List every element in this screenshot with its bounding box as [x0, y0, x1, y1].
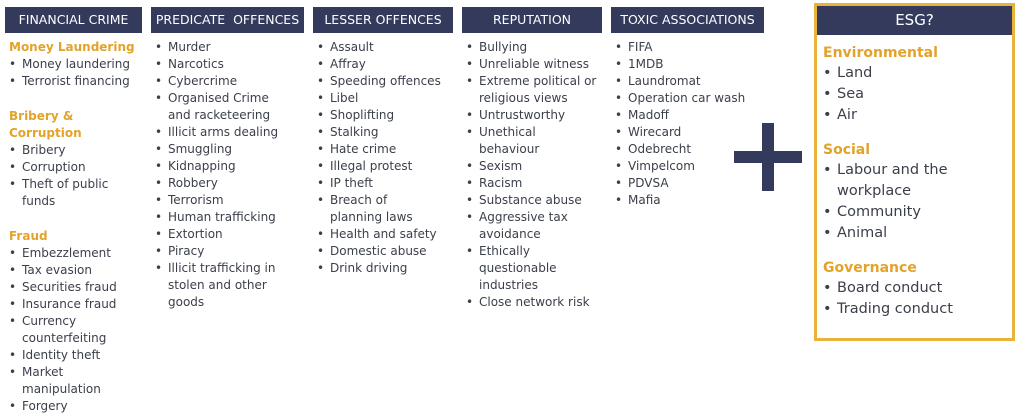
- item-list: [611, 39, 764, 209]
- column-body: [462, 33, 602, 311]
- list-item: • Breach of planning laws: [313, 192, 431, 226]
- esg-item-list: [817, 278, 1012, 320]
- list-item: • Racism: [462, 175, 602, 192]
- list-item: • Stalking: [313, 124, 453, 141]
- column-header: REPUTATION: [462, 7, 602, 33]
- list-item: • Health and safety: [313, 226, 453, 243]
- list-item: • Narcotics: [151, 56, 304, 73]
- column-header: TOXIC ASSOCIATIONS: [611, 7, 764, 33]
- list-item: • Bribery: [5, 142, 142, 159]
- group-money-laundering: [5, 39, 142, 90]
- list-item: • 1MDB: [611, 56, 764, 73]
- column-body: [151, 33, 304, 311]
- esg-body: [817, 35, 1012, 320]
- group-title: Bribery & Corruption: [9, 109, 82, 140]
- list-item: • Unethical behaviour: [462, 124, 554, 158]
- esg-header: ESG?: [817, 6, 1012, 35]
- list-item: • Forgery: [5, 398, 142, 415]
- column-body: [5, 33, 142, 415]
- esg-list-item: • Board conduct: [817, 278, 1012, 299]
- list-item: • Mafia: [611, 192, 764, 209]
- list-item: • Affray: [313, 56, 453, 73]
- list-item: • Close network risk: [462, 294, 602, 311]
- list-item: • Securities fraud: [5, 279, 142, 296]
- esg-box: [814, 3, 1015, 341]
- column-financial-crime: [5, 7, 142, 419]
- list-item: • Wirecard: [611, 124, 764, 141]
- esg-list-item: • Sea: [817, 84, 1012, 105]
- list-item: • Currency counterfeiting: [5, 313, 123, 347]
- group-fraud: [5, 228, 142, 415]
- list-item: • Insurance fraud: [5, 296, 142, 313]
- column-reputation: [462, 7, 602, 311]
- esg-item-list: [817, 160, 1012, 244]
- esg-group-title: Environmental: [823, 45, 938, 61]
- list-item: • Substance abuse: [462, 192, 602, 209]
- item-list: [313, 39, 453, 277]
- list-item: • Embezzlement: [5, 245, 142, 262]
- list-item: • Extreme political or religious views: [462, 73, 602, 107]
- esg-group-environmental: [817, 43, 1012, 126]
- esg-list-item: • Trading conduct: [817, 299, 1012, 320]
- list-item: • Illegal protest: [313, 158, 453, 175]
- plus-icon-horizontal-bar: [734, 151, 802, 163]
- list-item: • Madoff: [611, 107, 764, 124]
- list-item: • Market manipulation: [5, 364, 115, 398]
- list-item: • Domestic abuse: [313, 243, 453, 260]
- list-item: • Smuggling: [151, 141, 304, 158]
- list-item: • Sexism: [462, 158, 602, 175]
- item-list: [462, 39, 602, 311]
- list-item: • Assault: [313, 39, 453, 56]
- list-item: • Corruption: [5, 159, 142, 176]
- column-header: FINANCIAL CRIME: [5, 7, 142, 33]
- list-item: • Piracy: [151, 243, 304, 260]
- list-item: • Operation car wash: [611, 90, 764, 107]
- list-item: • IP theft: [313, 175, 453, 192]
- list-item: • Robbery: [151, 175, 304, 192]
- item-list: [5, 56, 142, 90]
- group-bribery-corruption: [5, 108, 142, 210]
- list-item: • Untrustworthy: [462, 107, 602, 124]
- esg-list-item: • Air: [817, 105, 1012, 126]
- column-header: PREDICATE OFFENCES: [151, 7, 304, 33]
- list-item: • Drink driving: [313, 260, 453, 277]
- esg-list-item: • Labour and the workplace: [817, 160, 987, 202]
- esg-group-title: Governance: [823, 260, 917, 276]
- esg-group-title: Social: [823, 142, 871, 158]
- item-list: [5, 245, 142, 415]
- list-item: • Vimpelcom: [611, 158, 764, 175]
- column-header: LESSER OFFENCES: [313, 7, 453, 33]
- column-body: [611, 33, 764, 209]
- column-lesser-offences: [313, 7, 453, 277]
- group-title: Money Laundering: [9, 40, 135, 54]
- esg-list-item: • Community: [817, 202, 1012, 223]
- list-item: • Cybercrime: [151, 73, 304, 90]
- list-item: • Odebrecht: [611, 141, 764, 158]
- list-item: • Illicit trafficking in stolen and other goods: [151, 260, 283, 311]
- list-item: • Aggressive tax avoidance: [462, 209, 572, 243]
- list-item: • Unreliable witness: [462, 56, 602, 73]
- list-item: • Identity theft: [5, 347, 142, 364]
- esg-group-governance: [817, 258, 1012, 320]
- list-item: • Terrorism: [151, 192, 304, 209]
- list-item: • Human trafficking: [151, 209, 304, 226]
- list-item: • Libel: [313, 90, 453, 107]
- list-item: • Ethically questionable industries: [462, 243, 562, 294]
- list-item: • Hate crime: [313, 141, 453, 158]
- group-title: Fraud: [9, 229, 48, 243]
- esg-list-item: • Land: [817, 63, 1012, 84]
- list-item: • FIFA: [611, 39, 764, 56]
- list-item: • Extortion: [151, 226, 304, 243]
- list-item: • Tax evasion: [5, 262, 142, 279]
- column-body: [313, 33, 453, 277]
- item-list: [5, 142, 142, 210]
- list-item: • Money laundering: [5, 56, 142, 73]
- esg-item-list: [817, 63, 1012, 126]
- list-item: • Speeding offences: [313, 73, 453, 90]
- esg-list-item: • Animal: [817, 223, 1012, 244]
- list-item: • Theft of public funds: [5, 176, 115, 210]
- list-item: • Shoplifting: [313, 107, 453, 124]
- list-item: • Terrorist financing: [5, 73, 142, 90]
- list-item: • Organised Crime and racketeering: [151, 90, 286, 124]
- list-item: • Bullying: [462, 39, 602, 56]
- item-list: [151, 39, 304, 311]
- column-toxic-associations: [611, 7, 764, 209]
- column-predicate-offences: [151, 7, 304, 311]
- esg-group-social: [817, 140, 1012, 244]
- list-item: • Murder: [151, 39, 304, 56]
- list-item: • Kidnapping: [151, 158, 304, 175]
- list-item: • Illicit arms dealing: [151, 124, 304, 141]
- list-item: • PDVSA: [611, 175, 764, 192]
- list-item: • Laundromat: [611, 73, 764, 90]
